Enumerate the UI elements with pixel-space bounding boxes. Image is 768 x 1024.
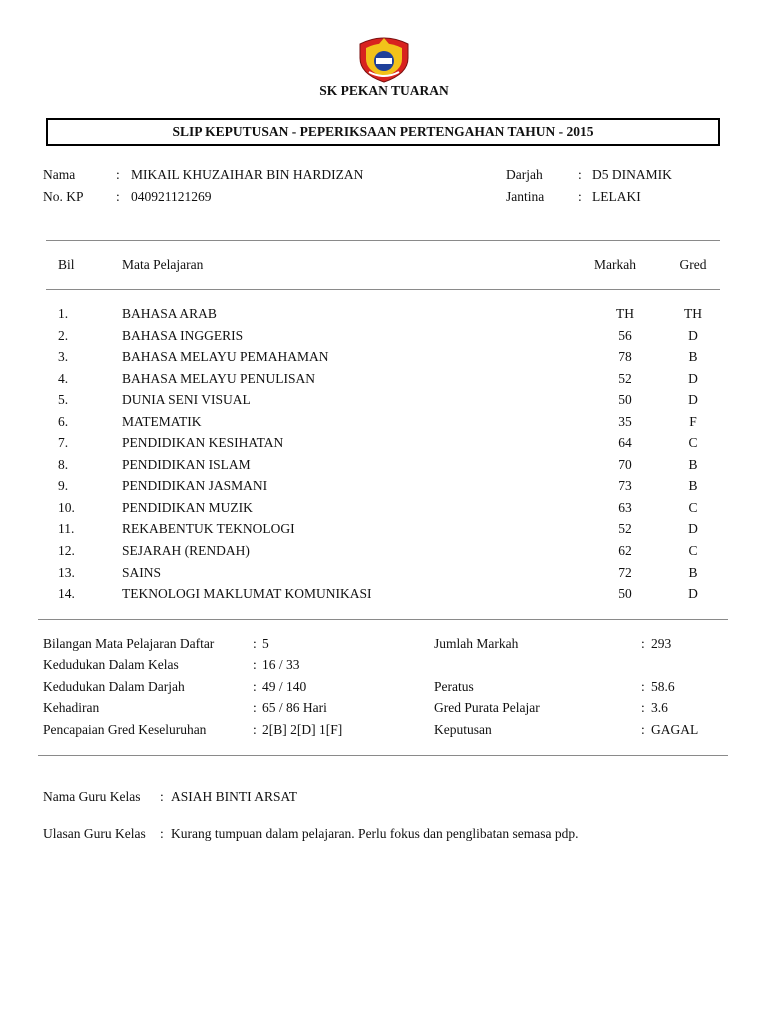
table-row — [0, 306, 768, 328]
colon: : — [253, 636, 257, 651]
row-subject: SEJARAH (RENDAH) — [122, 543, 250, 558]
colon: : — [253, 722, 257, 737]
row-subject: MATEMATIK — [122, 414, 202, 429]
percentage-value: 58.6 — [651, 679, 675, 694]
subjects-registered-value: 5 — [262, 636, 269, 651]
table-row — [0, 478, 768, 500]
table-row — [0, 328, 768, 350]
row-mark: 35 — [618, 414, 632, 429]
row-grade: B — [688, 478, 698, 493]
student-name: MIKAIL KHUZAIHAR BIN HARDIZAN — [131, 167, 364, 182]
row-bil: 12. — [58, 543, 75, 558]
attendance-value: 65 / 86 Hari — [262, 700, 327, 715]
row-grade: D — [688, 328, 698, 343]
row-subject: BAHASA INGGERIS — [122, 328, 244, 343]
row-subject: REKABENTUK TEKNOLOGI — [122, 521, 295, 536]
class-label: Darjah — [506, 167, 543, 182]
table-row — [0, 392, 768, 414]
header-subject: Mata Pelajaran — [122, 257, 204, 272]
gpa-value: 3.6 — [651, 700, 668, 715]
grade-achievement-label: Pencapaian Gred Keseluruhan — [43, 722, 207, 737]
result-value: GAGAL — [651, 722, 699, 737]
total-marks-label: Jumlah Markah — [434, 636, 519, 651]
table-row — [0, 521, 768, 543]
gpa-label: Gred Purata Pelajar — [434, 700, 540, 715]
header-mark: Markah — [594, 257, 636, 272]
row-mark: 73 — [618, 478, 632, 493]
grade-achievement-value: 2[B] 2[D] 1[F] — [262, 722, 343, 737]
colon: : — [641, 722, 645, 737]
percentage-label: Peratus — [434, 679, 474, 694]
name-label: Nama — [43, 167, 76, 182]
slip-title-text: SLIP KEPUTUSAN - PEPERIKSAAN PERTENGAHAN TAHUN - 2015 — [172, 124, 594, 139]
row-grade: F — [689, 414, 697, 429]
kp-label: No. KP — [43, 189, 84, 204]
row-subject: DUNIA SENI VISUAL — [122, 392, 251, 407]
divider — [38, 619, 728, 620]
row-subject: PENDIDIKAN JASMANI — [122, 478, 268, 493]
row-mark: 78 — [618, 349, 632, 364]
form-rank-value: 49 / 140 — [262, 679, 307, 694]
table-row — [0, 414, 768, 436]
student-gender: LELAKI — [592, 189, 641, 204]
form-rank-label: Kedudukan Dalam Darjah — [43, 679, 185, 694]
colon: : — [641, 679, 645, 694]
row-bil: 8. — [58, 457, 69, 472]
row-bil: 4. — [58, 371, 69, 386]
colon: : — [116, 189, 120, 204]
colon: : — [641, 636, 645, 651]
row-grade: D — [688, 392, 698, 407]
header-grade: Gred — [679, 257, 707, 272]
table-row — [0, 435, 768, 457]
teacher-name-label: Nama Guru Kelas — [43, 789, 141, 804]
student-kp: 040921121269 — [131, 189, 212, 204]
colon: : — [578, 189, 582, 204]
row-grade: B — [688, 457, 698, 472]
colon: : — [160, 789, 164, 804]
teacher-comment-label: Ulasan Guru Kelas — [43, 826, 146, 841]
row-subject: PENDIDIKAN ISLAM — [122, 457, 251, 472]
teacher-comment: Kurang tumpuan dalam pelajaran. Perlu fokus dan penglibatan semasa pdp. — [171, 826, 579, 841]
row-grade: C — [688, 543, 698, 558]
row-bil: 10. — [58, 500, 75, 515]
row-bil: 2. — [58, 328, 69, 343]
table-row — [0, 500, 768, 522]
result-label: Keputusan — [434, 722, 492, 737]
row-mark: 64 — [618, 435, 632, 450]
row-mark: 56 — [618, 328, 632, 343]
row-mark: 62 — [618, 543, 632, 558]
row-bil: 5. — [58, 392, 69, 407]
colon: : — [160, 826, 164, 841]
row-grade: C — [688, 435, 698, 450]
gender-label: Jantina — [506, 189, 545, 204]
row-grade: B — [688, 565, 698, 580]
row-subject: BAHASA MELAYU PEMAHAMAN — [122, 349, 329, 364]
table-row — [0, 349, 768, 371]
table-row — [0, 371, 768, 393]
row-mark: 52 — [618, 521, 632, 536]
class-rank-value: 16 / 33 — [262, 657, 300, 672]
colon: : — [578, 167, 582, 182]
class-rank-label: Kedudukan Dalam Kelas — [43, 657, 179, 672]
row-grade: D — [688, 371, 698, 386]
row-mark: 50 — [618, 392, 632, 407]
total-marks-value: 293 — [651, 636, 672, 651]
row-subject: BAHASA MELAYU PENULISAN — [122, 371, 316, 386]
row-mark: TH — [616, 306, 634, 321]
row-bil: 9. — [58, 478, 69, 493]
colon: : — [253, 657, 257, 672]
row-bil: 6. — [58, 414, 69, 429]
slip-title — [46, 118, 720, 146]
colon: : — [116, 167, 120, 182]
row-grade: D — [688, 521, 698, 536]
row-grade: D — [688, 586, 698, 601]
row-grade: C — [688, 500, 698, 515]
subjects-registered-label: Bilangan Mata Pelajaran Daftar — [43, 636, 215, 651]
attendance-label: Kehadiran — [43, 700, 100, 715]
row-subject: SAINS — [122, 565, 162, 580]
row-grade: B — [688, 349, 698, 364]
colon: : — [253, 679, 257, 694]
table-row — [0, 565, 768, 587]
colon: : — [253, 700, 257, 715]
row-subject: PENDIDIKAN KESIHATAN — [122, 435, 284, 450]
row-bil: 3. — [58, 349, 69, 364]
table-header — [0, 257, 768, 279]
school-name: SK PEKAN TUARAN — [319, 83, 449, 98]
school-crest-icon — [357, 34, 411, 84]
table-row — [0, 586, 768, 608]
divider — [46, 289, 720, 290]
table-row — [0, 457, 768, 479]
row-mark: 63 — [618, 500, 632, 515]
row-mark: 70 — [618, 457, 632, 472]
row-mark: 52 — [618, 371, 632, 386]
teacher-name: ASIAH BINTI ARSAT — [171, 789, 298, 804]
row-bil: 13. — [58, 565, 75, 580]
table-row — [0, 543, 768, 565]
row-bil: 14. — [58, 586, 75, 601]
colon: : — [641, 700, 645, 715]
row-subject: PENDIDIKAN MUZIK — [122, 500, 253, 515]
row-grade: TH — [684, 306, 702, 321]
row-bil: 1. — [58, 306, 69, 321]
row-mark: 50 — [618, 586, 632, 601]
row-bil: 7. — [58, 435, 69, 450]
row-subject: TEKNOLOGI MAKLUMAT KOMUNIKASI — [122, 586, 372, 601]
divider — [38, 755, 728, 756]
row-bil: 11. — [58, 521, 75, 536]
student-class: D5 DINAMIK — [592, 167, 672, 182]
row-mark: 72 — [618, 565, 632, 580]
row-subject: BAHASA ARAB — [122, 306, 217, 321]
header-bil: Bil — [58, 257, 75, 272]
divider — [46, 240, 720, 241]
